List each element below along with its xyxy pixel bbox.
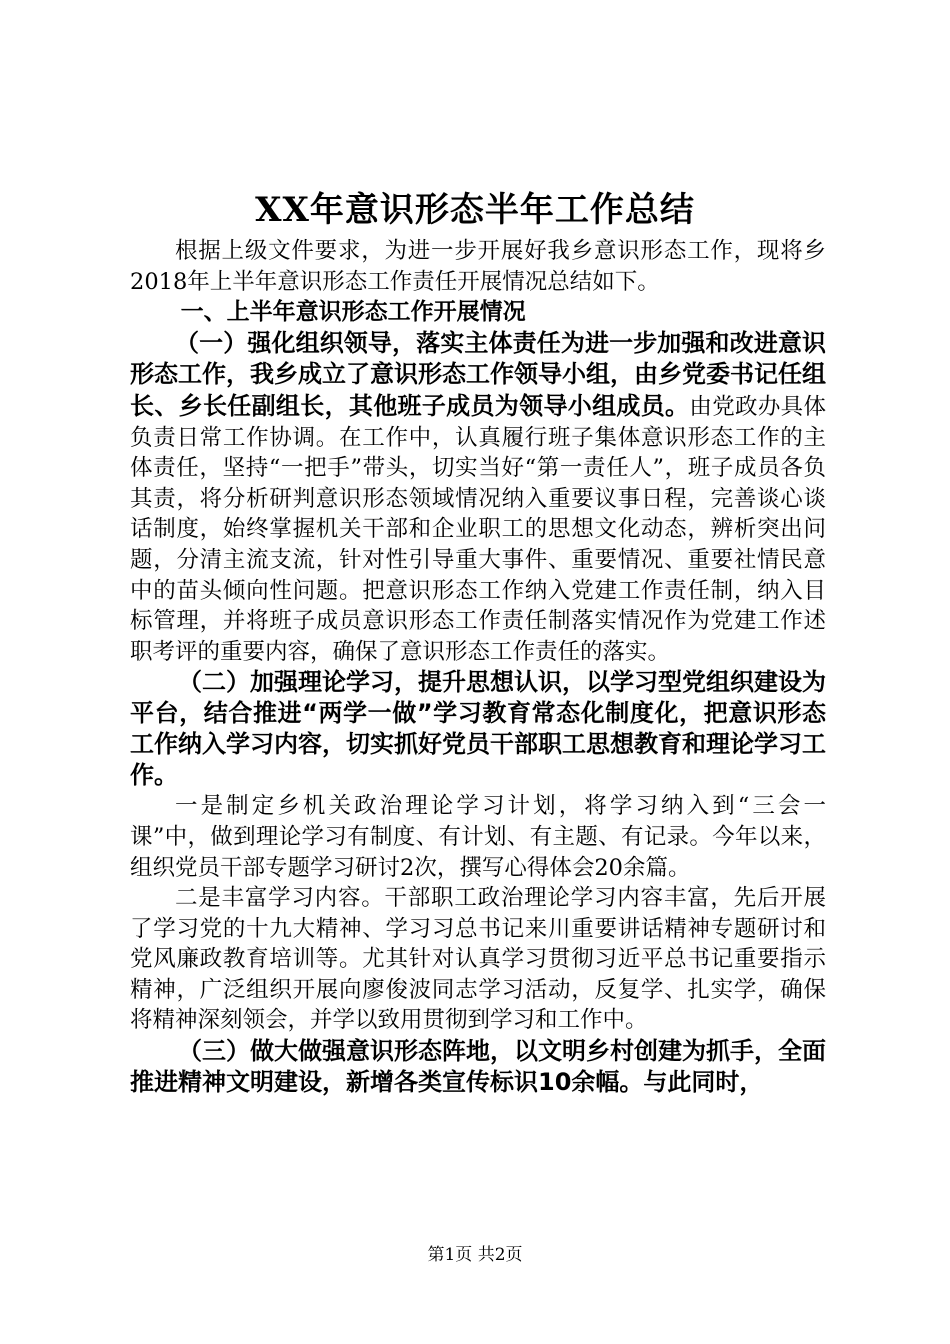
page-number-footer: 第1页 共2页 [427,1245,523,1265]
subsection-1-body: 由党政办具体负责日常工作协调。在工作中，认真履行班子集体意识形态工作的主体责任，坚持“一把手”带头，切实当好“第一责任人”，班子成员各负其责，将分析研判意识形态领域情况纳入重要议事日程，完善谈心谈话制度，始终掌握机关干部和企业职工的思想文化动态，辨析突出问题，分清主流支流，针对性引导重大事件、重要情况、重要社情民意中的苗头倾向性问题。把意识形态工作纳入党建工作责任制，纳入目标管理，并将班子成员意识形态工作责任制落实情况作为党建工作述职考评的重要内容，确保了意识形态工作责任的落实。 [130,393,826,665]
subsection-3-paragraph: （三）做大做强意识形态阵地，以文明乡村创建为抓手，全面推进精神文明建设，新增各类宣传标识10余幅。与此同时， [130,1037,826,1097]
intro-paragraph: 根据上级文件要求，为进一步开展好我乡意识形态工作，现将乡2018年上半年意识形态工作责任开展情况总结如下。 [130,238,826,295]
subsection-1-paragraph [130,328,826,668]
section-heading-1: 一、上半年意识形态工作开展情况 [180,299,526,326]
document-title: XX年意识形态半年工作总结 [255,190,695,230]
subsection-2-item-2: 二是丰富学习内容。干部职工政治理论学习内容丰富，先后开展了学习党的十九大精神、学习习总书记来川重要讲话精神专题研讨和党风廉政教育培训等。尤其针对认真学习贯彻习近平总书记重要指示精神，广泛组织开展向廖俊波同志学习活动，反复学、扎实学，确保将精神深刻领会，并学以致用贯彻到学习和工作中。 [130,885,826,1034]
subsection-2-paragraph: （二）加强理论学习，提升思想认识，以学习型党组织建设为平台，结合推进“两学一做”学习教育常态化制度化，把意识形态工作纳入学习内容，切实抓好党员干部职工思想教育和理论学习工作。 [130,668,826,790]
subsection-2-item-1: 一是制定乡机关政治理论学习计划，将学习纳入到“三会一课”中，做到理论学习有制度、有计划、有主题、有记录。今年以来，组织党员干部专题学习研讨2次，撰写心得体会20余篇。 [130,793,826,881]
subsection-1-lead: （一）强化组织领导，落实主体责任为进一步加强和改进意识形态工作，我乡成立了意识形态工作领导小组，由乡党委书记任组长、乡长任副组长，其他班子成员为领导小组成员。 [130,328,826,420]
document-body [130,236,826,1098]
